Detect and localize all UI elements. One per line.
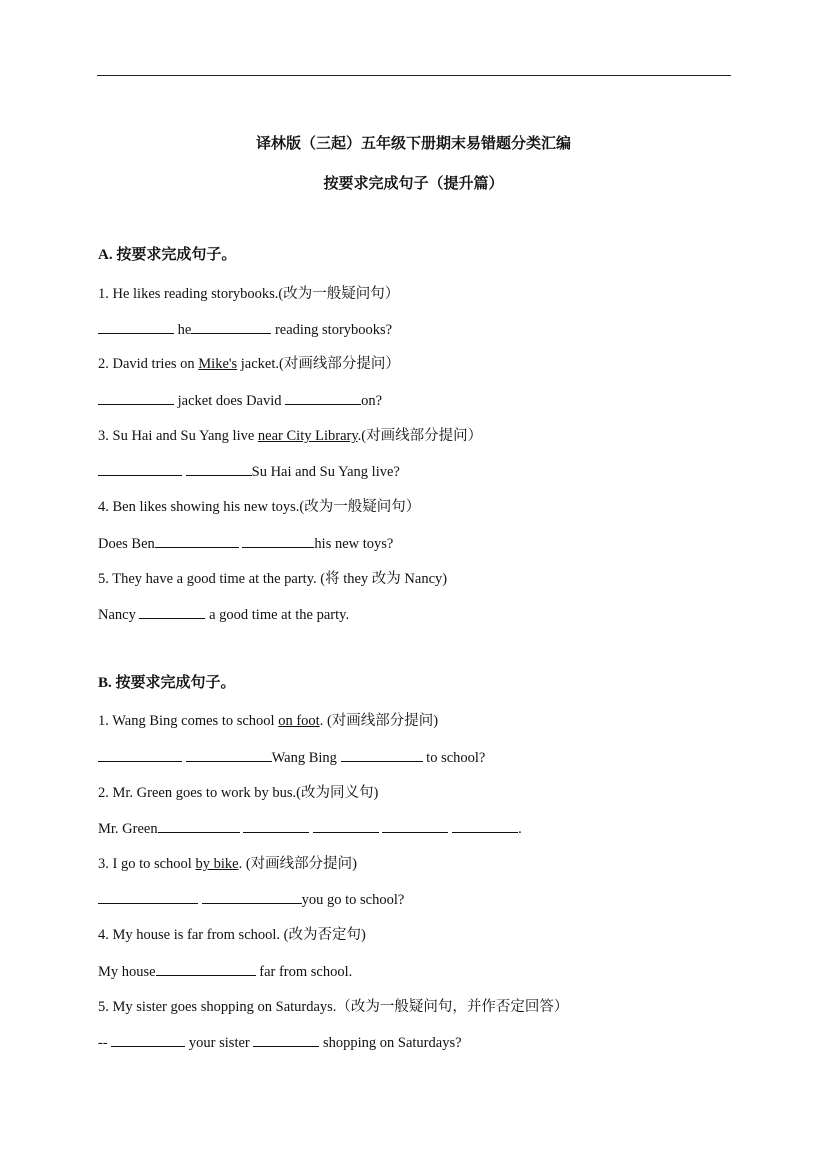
- answer-a4: Does Ben his new toys?: [98, 533, 393, 553]
- answer-blank[interactable]: [452, 818, 518, 833]
- answer-blank[interactable]: [242, 533, 314, 548]
- document-title: 译林版（三起）五年级下册期末易错题分类汇编: [255, 136, 571, 152]
- answer-b5: -- your sister shopping on Saturdays?: [98, 1032, 462, 1052]
- answer-a5: Nancy a good time at the party.: [98, 604, 349, 624]
- answer-b2: Mr. Green .: [98, 818, 522, 838]
- answer-blank[interactable]: [98, 390, 174, 405]
- answer-blank[interactable]: [341, 747, 423, 762]
- question-b5: 5. My sister goes shopping on Saturdays.（改为一般疑问句，并作否定回答）: [98, 999, 569, 1015]
- answer-blank[interactable]: [111, 1032, 185, 1047]
- document-subtitle: 按要求完成句子（提升篇）: [323, 176, 504, 192]
- answer-blank[interactable]: [243, 818, 309, 833]
- underlined-phrase: near City Library: [257, 428, 358, 444]
- answer-blank[interactable]: [202, 889, 302, 904]
- question-b4: 4. My house is far from school. (改为否定句): [98, 927, 366, 943]
- answer-a1: he reading storybooks?: [98, 319, 392, 339]
- answer-blank[interactable]: [98, 889, 198, 904]
- question-a3: 3. Su Hai and Su Yang live near City Library.(对画线部分提问）: [98, 428, 483, 444]
- section-b-heading: B. 按要求完成句子。: [98, 675, 236, 691]
- section-a-heading: A. 按要求完成句子。: [98, 247, 237, 263]
- header-rule: [97, 75, 731, 76]
- answer-blank[interactable]: [98, 461, 182, 476]
- underlined-phrase: on foot: [278, 713, 320, 729]
- answer-blank[interactable]: [156, 961, 256, 976]
- question-a2: 2. David tries on Mike's jacket.(对画线部分提问）: [98, 356, 400, 372]
- answer-blank[interactable]: [382, 818, 448, 833]
- underlined-phrase: by bike: [195, 856, 239, 872]
- question-a5: 5. They have a good time at the party. (将 they 改为 Nancy): [98, 571, 448, 587]
- answer-blank[interactable]: [98, 747, 182, 762]
- answer-blank[interactable]: [313, 818, 379, 833]
- question-a1: 1. He likes reading storybooks.(改为一般疑问句）: [98, 286, 400, 302]
- answer-b3: you go to school?: [98, 889, 404, 909]
- answer-a2: jacket does David on?: [98, 390, 382, 410]
- question-b1: 1. Wang Bing comes to school on foot. (对画线部分提问): [98, 713, 439, 729]
- answer-blank[interactable]: [158, 818, 240, 833]
- underlined-phrase: Mike's: [198, 356, 238, 372]
- answer-blank[interactable]: [186, 747, 272, 762]
- answer-blank[interactable]: [155, 533, 239, 548]
- answer-blank[interactable]: [139, 604, 205, 619]
- answer-blank[interactable]: [191, 319, 271, 334]
- question-b2: 2. Mr. Green goes to work by bus.(改为同义句): [98, 785, 379, 801]
- answer-b1: Wang Bing to school?: [98, 747, 485, 767]
- answer-blank[interactable]: [186, 461, 252, 476]
- answer-blank[interactable]: [98, 319, 174, 334]
- answer-blank[interactable]: [253, 1032, 319, 1047]
- question-b3: 3. I go to school by bike. (对画线部分提问): [98, 856, 357, 872]
- answer-b4: My house far from school.: [98, 961, 352, 981]
- answer-blank[interactable]: [285, 390, 361, 405]
- answer-a3: Su Hai and Su Yang live?: [98, 461, 400, 481]
- question-a4: 4. Ben likes showing his new toys.(改为一般疑问句）: [98, 499, 421, 515]
